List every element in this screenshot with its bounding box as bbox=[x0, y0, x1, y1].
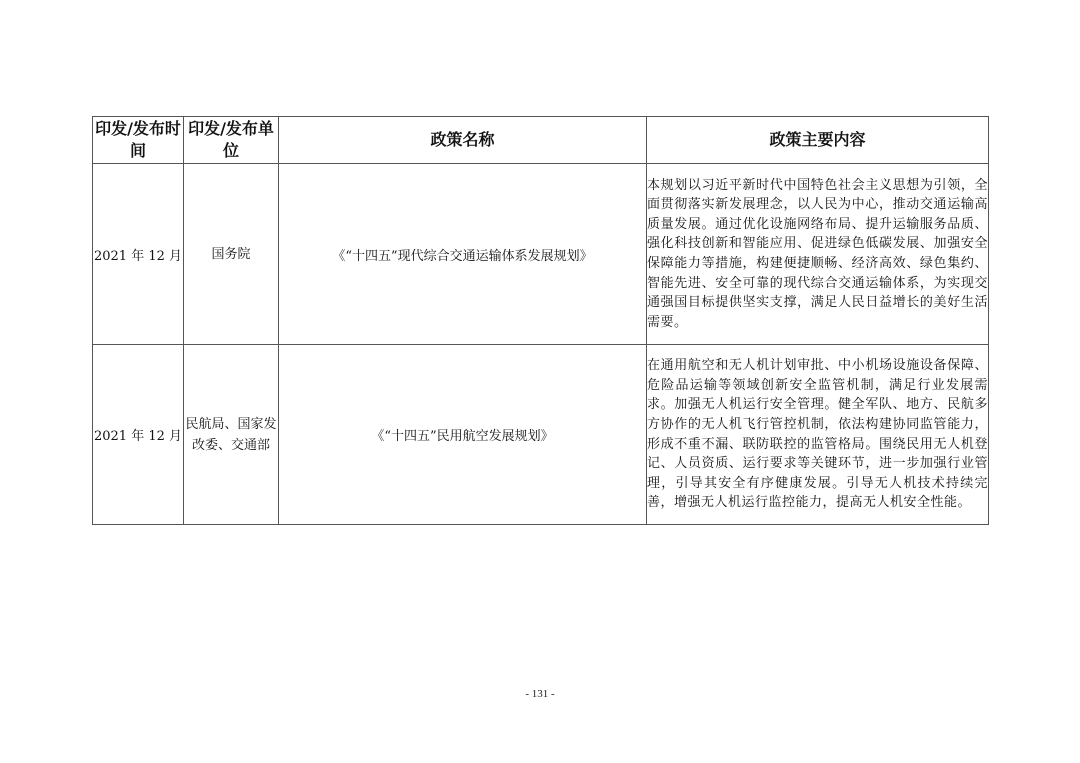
row-unit: 国务院 bbox=[184, 164, 279, 345]
row-policy-name: 《“十四五”民用航空发展规划》 bbox=[279, 345, 647, 525]
header-policy-content: 政策主要内容 bbox=[647, 117, 989, 164]
policy-table bbox=[92, 116, 989, 525]
row-policy-content: 本规划以习近平新时代中国特色社会主义思想为引领，全面贯彻落实新发展理念，以人民为中心，推动交通运输高质量发展。通过优化设施网络布局、提升运输服务品质、强化科技创新和智能应用、促进绿色低碳发展、加强安全保障能力等措施，构建便捷顺畅、经济高效、绿色集约、智能先进、安全可靠的现代综合交通运输体系，为实现交通强国目标提供坚实支撑，满足人民日益增长的美好生活需要。 bbox=[647, 164, 989, 345]
row-unit: 民航局、国家发改委、交通部 bbox=[184, 345, 279, 525]
header-date: 印发/发布时间 bbox=[93, 117, 184, 164]
header-policy-name: 政策名称 bbox=[279, 117, 647, 164]
row-policy-content: 在通用航空和无人机计划审批、中小机场设施设备保障、危险品运输等领域创新安全监管机制，满足行业发展需求。加强无人机运行安全管理。健全军队、地方、民航多方协作的无人机飞行管控机制，依法构建协同监管能力，形成不重不漏、联防联控的监管格局。围绕民用无人机登记、人员资质、运行要求等关键环节，进一步加强行业管理，引导其安全有序健康发展。引导无人机技术持续完善，增强无人机运行监控能力，提高无人机安全性能。 bbox=[647, 345, 989, 525]
table-header-row bbox=[93, 117, 989, 164]
table-row bbox=[93, 164, 989, 345]
table-row bbox=[93, 345, 989, 525]
page-number: - 131 - bbox=[525, 688, 555, 700]
header-unit: 印发/发布单位 bbox=[184, 117, 279, 164]
row-date: 2021 年 12 月 bbox=[93, 345, 184, 525]
row-date: 2021 年 12 月 bbox=[93, 164, 184, 345]
row-policy-name: 《“十四五”现代综合交通运输体系发展规划》 bbox=[279, 164, 647, 345]
